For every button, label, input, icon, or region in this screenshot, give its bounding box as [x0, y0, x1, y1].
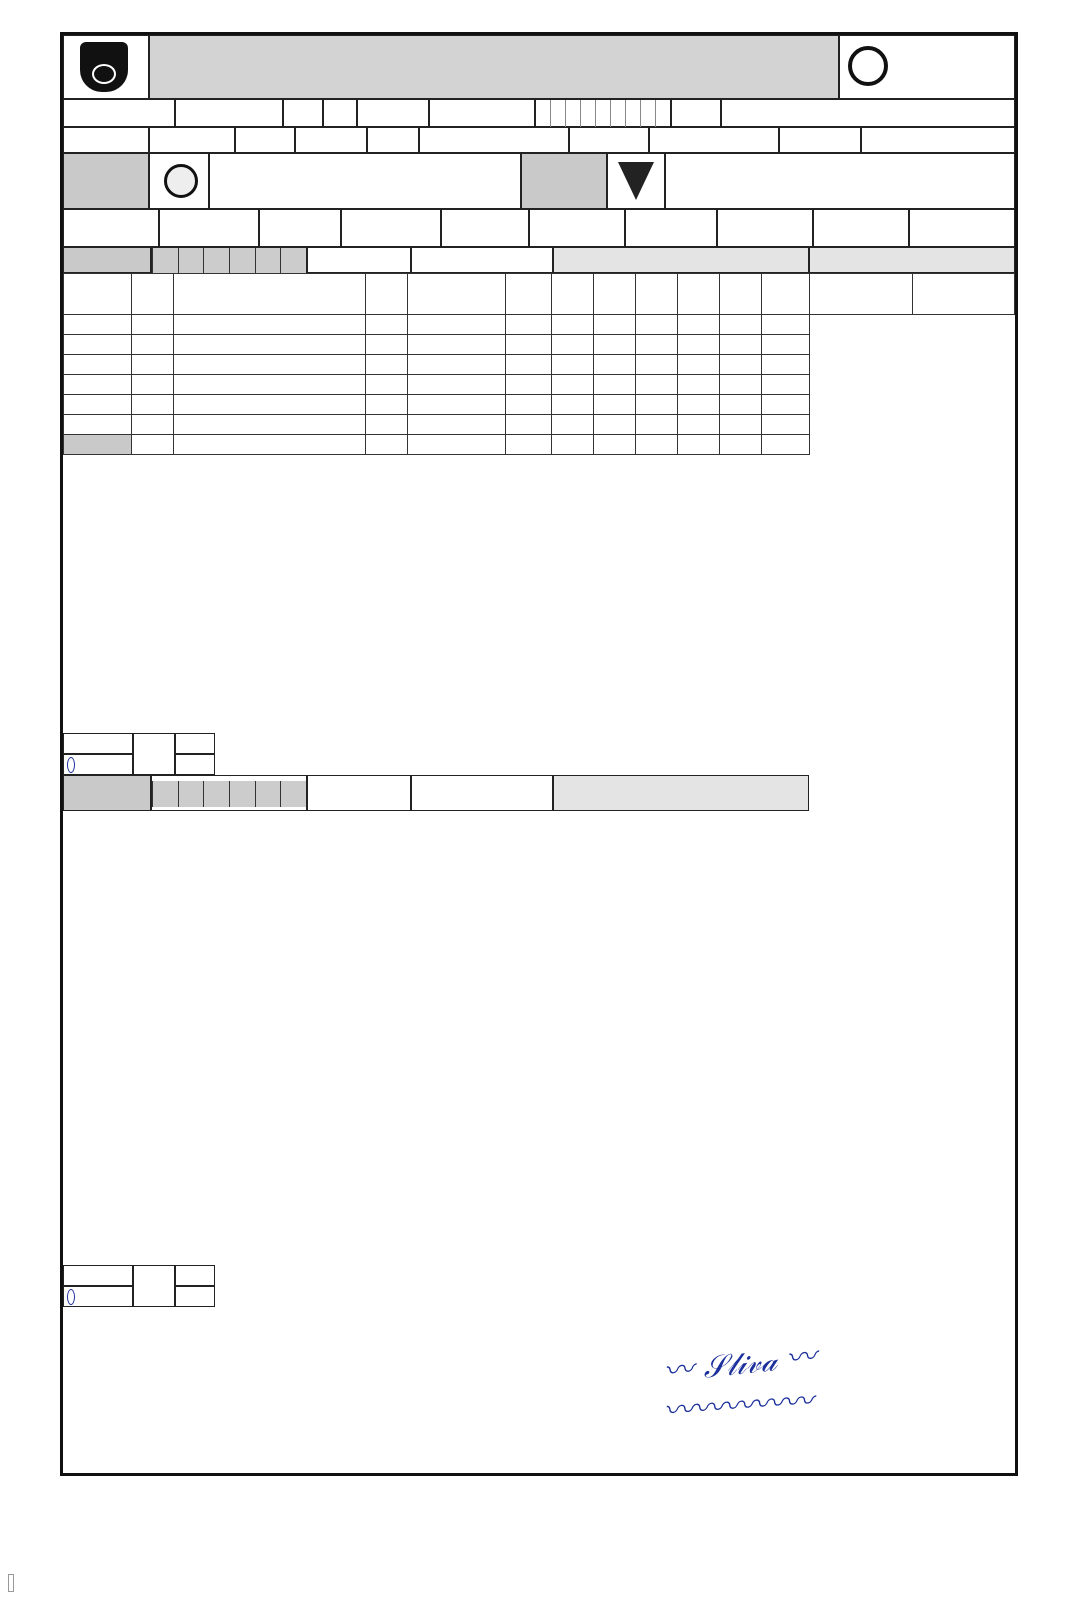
team-b-igr-label [175, 1286, 215, 1307]
player-p1 [594, 415, 636, 435]
code-digit [280, 781, 306, 807]
team-a-code [151, 247, 307, 273]
team-a-jersey [411, 247, 553, 273]
team-penalty-col [762, 274, 810, 315]
player-p3 [678, 415, 720, 435]
player-no [366, 355, 408, 375]
license-col [132, 274, 174, 315]
document-title [149, 35, 839, 99]
team-b-code [151, 775, 307, 811]
team-a-igr-label [175, 754, 215, 775]
code-digit [203, 781, 229, 807]
player-sum [506, 375, 552, 395]
player-p2 [636, 375, 678, 395]
competition-name [721, 99, 1015, 127]
warning-col [552, 274, 594, 315]
team-b-crest-icon [618, 162, 654, 200]
player-disq [720, 355, 762, 375]
code-digit [229, 248, 255, 274]
team-b-min-label [175, 1265, 215, 1286]
team-a-min-label [175, 733, 215, 754]
player-warn [552, 395, 594, 415]
team-a-table [63, 273, 809, 455]
half-label [259, 209, 341, 247]
score-progress [809, 273, 1015, 315]
code-digit [178, 781, 204, 807]
code-digit [178, 248, 204, 274]
player-name [174, 415, 366, 435]
player-name [174, 335, 366, 355]
player-disq [720, 435, 762, 455]
player-p1 [594, 375, 636, 395]
ball-icon [92, 64, 116, 84]
jersey-no-col [366, 274, 408, 315]
suspension-1-col [594, 274, 636, 315]
player-warn [552, 375, 594, 395]
player-goals [408, 355, 506, 375]
match-digit [581, 100, 596, 128]
player-disq [720, 335, 762, 355]
scanner-watermark [8, 1575, 18, 1591]
match-report-sheet [60, 32, 1018, 1476]
player-p1 [594, 355, 636, 375]
player-row [64, 355, 810, 375]
player-disq [720, 375, 762, 395]
player-row [64, 375, 810, 395]
ext2-label [625, 209, 717, 247]
player-license [132, 435, 174, 455]
match-number-digits [536, 100, 670, 128]
player-no [366, 315, 408, 335]
code-digit [152, 781, 178, 807]
disqualification-col [720, 274, 762, 315]
player-disq [720, 395, 762, 415]
team-b-7m-label [133, 1265, 175, 1307]
men-label [175, 99, 283, 127]
player-sum [506, 415, 552, 435]
player-warn [552, 335, 594, 355]
ext2-value [717, 209, 813, 247]
player-team [762, 435, 810, 455]
player-row [64, 315, 810, 335]
info-row-1 [63, 99, 1015, 127]
player-p2 [636, 395, 678, 415]
result-row [63, 209, 1015, 247]
player-warn [552, 315, 594, 335]
timeout-col [64, 274, 132, 315]
competition-name-label [671, 99, 721, 127]
women-mark [323, 99, 357, 127]
player-no [366, 395, 408, 415]
match-number-label [429, 99, 535, 127]
men-mark [283, 99, 323, 127]
name-col [174, 274, 366, 315]
player-name [174, 375, 366, 395]
team-b-penalties-label [553, 775, 809, 811]
code-digit [229, 781, 255, 807]
player-goals [408, 335, 506, 355]
player-license [132, 335, 174, 355]
delegate-signature: 〰〰〰〰〰 [662, 1383, 815, 1430]
player-disq [720, 415, 762, 435]
player-row [64, 415, 810, 435]
team-a-header-label [63, 247, 151, 273]
player-goals [408, 375, 506, 395]
referee-signatures: 〰 𝒮𝓁𝒾𝓋𝒶 〰 [661, 1339, 818, 1390]
player-name [174, 395, 366, 415]
player-p2 [636, 355, 678, 375]
team-a-name-box [209, 153, 521, 209]
team-b-no [67, 1289, 75, 1305]
player-name [174, 435, 366, 455]
progress-label [809, 247, 1015, 273]
code-digit [255, 781, 281, 807]
place-label [367, 127, 419, 153]
match-digit [596, 100, 611, 128]
player-warn [552, 355, 594, 375]
ext1-label [441, 209, 529, 247]
team-b-header [63, 775, 809, 811]
team-a-7m-label [133, 733, 175, 775]
player-sum [506, 355, 552, 375]
player-warn [552, 435, 594, 455]
second-half-header [912, 274, 1015, 315]
date-label [63, 127, 149, 153]
team-a-header [63, 247, 1015, 273]
spectators-value [861, 127, 1015, 153]
time-value [295, 127, 367, 153]
player-team [762, 335, 810, 355]
ext1-value [529, 209, 625, 247]
half-value [341, 209, 441, 247]
team-a-label [63, 153, 149, 209]
suspension-3-col [678, 274, 720, 315]
player-team [762, 355, 810, 375]
player-name [174, 315, 366, 335]
team-b-notes [63, 1265, 809, 1307]
team-b-note-label [63, 1265, 133, 1286]
date-value [149, 127, 235, 153]
player-goals [408, 435, 506, 455]
player-team [762, 395, 810, 415]
player-p2 [636, 315, 678, 335]
team-b-header-label [63, 775, 151, 811]
match-digit [536, 100, 551, 128]
venue-label [569, 127, 649, 153]
player-goals [408, 415, 506, 435]
result-value [159, 209, 259, 247]
player-p3 [678, 335, 720, 355]
player-no [366, 415, 408, 435]
spectators-label [779, 127, 861, 153]
team-b-yes-no [63, 1286, 133, 1307]
code-digit [280, 248, 306, 274]
timeout-cell [64, 375, 132, 395]
player-p3 [678, 435, 720, 455]
player-p1 [594, 435, 636, 455]
player-license [132, 375, 174, 395]
team-b-logo [607, 153, 665, 209]
match-digit [626, 100, 641, 128]
table-header-row [64, 274, 810, 315]
team-a-crest-icon [164, 164, 198, 198]
scanner-logo [8, 1574, 14, 1592]
player-sum [506, 395, 552, 415]
player-team [762, 415, 810, 435]
result-label [63, 209, 159, 247]
suspension-2-col [636, 274, 678, 315]
player-no [366, 435, 408, 455]
player-row [64, 435, 810, 455]
player-goals [408, 315, 506, 335]
timeout-cell [64, 395, 132, 415]
player-name [174, 355, 366, 375]
federation-logo [63, 35, 149, 99]
venue-value [649, 127, 779, 153]
time-label [235, 127, 295, 153]
player-p3 [678, 355, 720, 375]
player-license [132, 415, 174, 435]
player-row [64, 395, 810, 415]
player-p3 [678, 395, 720, 415]
team-a-logo [149, 153, 209, 209]
player-license [132, 355, 174, 375]
player-no [366, 335, 408, 355]
player-p2 [636, 415, 678, 435]
team-b-jersey [411, 775, 553, 811]
after7m-value [909, 209, 1015, 247]
competition-label [63, 99, 175, 127]
timeout-cell [64, 415, 132, 435]
team-a-note-label [63, 733, 133, 754]
code-digit [203, 248, 229, 274]
team-a-no [67, 757, 75, 773]
timeout-cell [64, 315, 132, 335]
first-half-header [810, 274, 913, 315]
player-p3 [678, 375, 720, 395]
team-b-code-digits [152, 781, 306, 807]
team-a-code-digits [152, 248, 306, 274]
player-no [366, 375, 408, 395]
player-p3 [678, 315, 720, 335]
player-p1 [594, 315, 636, 335]
team-a-yes-no [63, 754, 133, 775]
player-license [132, 315, 174, 335]
match-digit [656, 100, 670, 128]
player-p1 [594, 395, 636, 415]
team-b-jersey-label [307, 775, 411, 811]
match-digit [551, 100, 566, 128]
player-p2 [636, 435, 678, 455]
player-sum [506, 435, 552, 455]
team-b-name-box [665, 153, 1015, 209]
player-team [762, 315, 810, 335]
timeout-cell [64, 355, 132, 375]
sum-col [506, 274, 552, 315]
player-license [132, 395, 174, 415]
match-digit [641, 100, 656, 128]
player-team [762, 375, 810, 395]
player-sum [506, 335, 552, 355]
player-sum [506, 315, 552, 335]
match-digit [611, 100, 626, 128]
women-label [357, 99, 429, 127]
timeout-cell [64, 335, 132, 355]
player-p2 [636, 335, 678, 355]
match-number [535, 99, 671, 127]
team-a-jersey-label [307, 247, 411, 273]
league-logo [839, 35, 1015, 99]
code-digit [255, 248, 281, 274]
player-warn [552, 415, 594, 435]
team-b-label [521, 153, 607, 209]
player-p1 [594, 335, 636, 355]
team-a-penalties-label [553, 247, 809, 273]
match-digit [566, 100, 581, 128]
player-row [64, 335, 810, 355]
after7m-label [813, 209, 909, 247]
league-ball-icon [848, 46, 888, 86]
player-disq [720, 315, 762, 335]
place-value [419, 127, 569, 153]
goals-col [408, 274, 506, 315]
code-digit [152, 248, 178, 274]
info-row-2 [63, 127, 1015, 153]
team-a-notes [63, 733, 809, 775]
timeout-cell [64, 435, 132, 455]
teams-row [63, 153, 1015, 209]
player-goals [408, 395, 506, 415]
